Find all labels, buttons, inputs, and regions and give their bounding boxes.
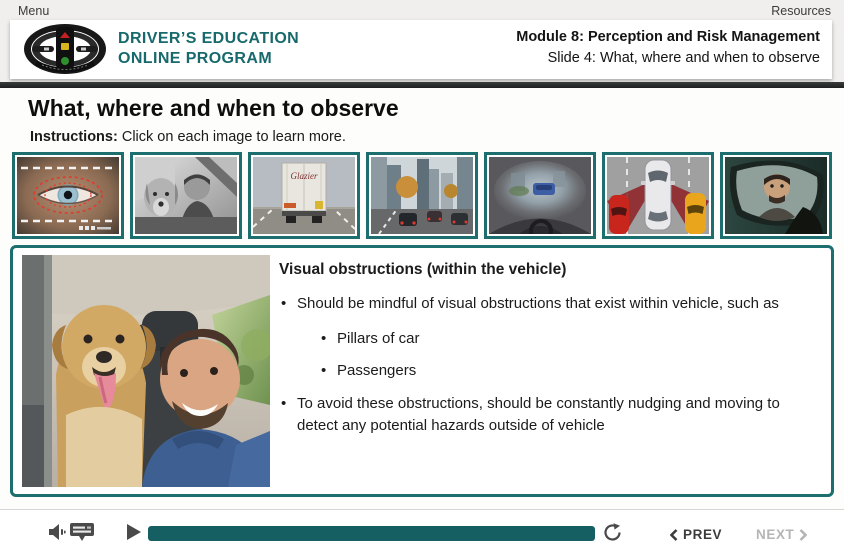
next-button[interactable] (756, 527, 807, 542)
chevron-right-icon (799, 529, 807, 541)
instructions (30, 129, 346, 145)
program-title-line1: DRIVER’S EDUCATION (118, 30, 300, 47)
thumbnail-side-mirror-driver[interactable] (720, 152, 832, 239)
svg-text:Glazier: Glazier (290, 171, 318, 181)
menu-button[interactable]: Menu (18, 4, 50, 18)
thumbnail-driver-with-dog[interactable] (130, 152, 242, 239)
play-button[interactable] (126, 524, 142, 540)
player-bar (0, 509, 844, 550)
header (10, 20, 832, 79)
side-mirror-driver-image (725, 157, 827, 234)
prev-label: PREV (683, 527, 723, 542)
seekbar[interactable] (148, 526, 595, 541)
sub-bullet-item: • Pillars of car (319, 328, 815, 351)
thumbnail-eye-scanning[interactable] (12, 152, 124, 239)
eye-scanning-image (17, 157, 119, 234)
thumbnail-blind-spot-diagram[interactable] (602, 152, 714, 239)
content-panel (10, 245, 834, 497)
top-region (0, 0, 844, 82)
panel-text (279, 261, 815, 450)
program-title-line2: ONLINE PROGRAM (118, 50, 273, 67)
blind-spot-diagram-image (607, 157, 709, 234)
driver-with-dog-large-image (22, 255, 270, 487)
instructions-label: Instructions: (30, 129, 118, 145)
thumbnail-windshield-tunnel-vision[interactable] (484, 152, 596, 239)
instructions-text: Click on each image to learn more. (121, 129, 346, 145)
slide-stage (0, 88, 844, 509)
prev-button[interactable] (670, 527, 722, 542)
slide-title: What, where and when to observe (28, 95, 399, 121)
chevron-left-icon (670, 529, 678, 541)
slide-label: Slide 4: What, where and when to observe (547, 50, 820, 66)
module-label: Module 8: Perception and Risk Management (516, 29, 820, 45)
closed-captions-icon[interactable] (70, 522, 94, 542)
bullet-item: • Should be mindful of visual obstructions that exist within vehicle, such as (279, 293, 815, 316)
progress-fill (148, 526, 595, 541)
module-info (516, 27, 820, 69)
sub-bullet-item: • Passengers (319, 360, 815, 383)
tunnel-vision-image (489, 157, 591, 234)
volume-icon[interactable] (48, 524, 66, 540)
thumbnail-city-traffic[interactable] (366, 152, 478, 239)
bullet-item: • To avoid these obstructions, should be constantly nudging and moving to detect any potential hazards outside of vehicle (279, 393, 815, 438)
driver-with-dog-image (135, 157, 237, 234)
steering-wheel-traffic-light-logo (22, 23, 108, 75)
replay-icon[interactable] (603, 523, 623, 542)
next-label: NEXT (756, 527, 795, 542)
thumbnail-truck-rear[interactable] (248, 152, 360, 239)
truck-rear-image (253, 157, 355, 234)
resources-button[interactable]: Resources (771, 4, 831, 18)
program-title (118, 29, 299, 69)
thumbnail-row (12, 152, 832, 239)
panel-heading: Visual obstructions (within the vehicle) (279, 261, 567, 278)
panel-image-driver-with-dog (22, 255, 270, 487)
city-traffic-image (371, 157, 473, 234)
